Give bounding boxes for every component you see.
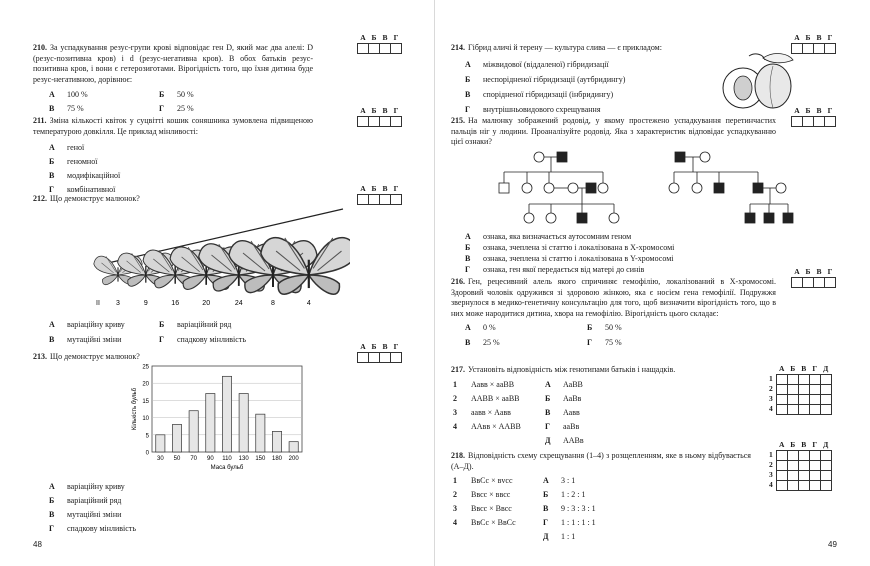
question-number: 217. xyxy=(451,365,465,374)
option-b[interactable]: Б варіаційний ряд xyxy=(49,496,122,505)
answer-grid-215: А Б В Г xyxy=(791,106,836,127)
question-214 xyxy=(451,43,721,117)
y-tick-label: 10 xyxy=(142,416,149,423)
question-number: 212. xyxy=(33,194,47,203)
answer-box[interactable] xyxy=(787,394,798,404)
answer-box[interactable] xyxy=(776,374,787,384)
bar xyxy=(256,414,265,452)
option-c[interactable]: В 25 % xyxy=(465,337,500,347)
answer-box[interactable] xyxy=(369,43,380,53)
answer-box[interactable] xyxy=(820,470,831,480)
matching-table: 1 ВвСс × вvсс А 3 : 1 2 Ввсс × ввсс Б 1 : 2 : 1 3 Ввсс × Ввсс В 9 : 3 : 3 : 1 4 ВвСс × ВвСс Г 1 : 1 : 1 : 1 Д 1 : 1 xyxy=(453,476,596,542)
question-text: Зміна кількості квіток у суцвітті кошик соняшника зумовлена підвищеною температурою довкілля. Це приклад мінливості: xyxy=(33,116,313,136)
answer-box[interactable] xyxy=(776,460,787,470)
answer-box[interactable] xyxy=(369,194,380,204)
butterfly-series-figure xyxy=(88,205,350,313)
male-unaffected xyxy=(499,183,509,193)
bar xyxy=(272,431,281,452)
x-tick-label: 200 xyxy=(288,456,299,462)
plum-illustration xyxy=(719,50,799,112)
answer-grid-216: А Б В Г xyxy=(791,267,836,288)
option-a[interactable]: А міжвидової (віддаленої) гібридизації xyxy=(465,59,609,69)
bar xyxy=(222,376,231,452)
answer-box[interactable] xyxy=(380,194,391,204)
answer-box[interactable] xyxy=(809,384,820,394)
male-affected xyxy=(586,183,596,193)
question-number: 215. xyxy=(451,116,465,125)
answer-box[interactable] xyxy=(380,43,391,53)
butterfly-count-label: 8 xyxy=(271,300,275,307)
option-a[interactable]: А геної xyxy=(49,143,85,153)
option-d[interactable]: Г 75 % xyxy=(587,337,622,347)
y-tick-label: 20 xyxy=(142,381,149,388)
male-affected xyxy=(783,213,793,223)
page-number: 49 xyxy=(828,540,837,549)
answer-box[interactable] xyxy=(391,194,402,204)
option-b[interactable]: Б варіаційний ряд xyxy=(159,320,232,329)
butterflies xyxy=(94,238,350,295)
x-tick-label: 110 xyxy=(222,456,232,462)
answer-box[interactable] xyxy=(798,480,809,490)
answer-box[interactable] xyxy=(798,470,809,480)
female-unaffected xyxy=(776,183,786,193)
answer-box[interactable] xyxy=(820,374,831,384)
male-affected xyxy=(764,213,774,223)
question-number: 214. xyxy=(451,43,465,52)
answer-box[interactable] xyxy=(358,116,369,126)
answer-box[interactable] xyxy=(787,374,798,384)
answer-box[interactable] xyxy=(358,194,369,204)
plum-whole xyxy=(755,64,791,108)
female-unaffected xyxy=(544,183,554,193)
bar xyxy=(172,424,181,452)
page-number: 48 xyxy=(33,540,42,549)
bar-chart xyxy=(128,362,310,474)
answer-box[interactable] xyxy=(803,277,814,287)
answer-box[interactable] xyxy=(798,394,809,404)
bar xyxy=(189,411,198,452)
y-tick-label: 25 xyxy=(142,364,149,371)
answer-box[interactable] xyxy=(391,43,402,53)
x-tick-label: 50 xyxy=(173,456,181,462)
question-text: Ген, рецесивний алель якого спричиняє гемофілію, локалізований в Х-хромосомі. Здоровий чоловік одружився зі здоровою жінкою, яка є носієм гена гемофілії. Подружжя звернулося в медико-генетичну консультацію для того, щоб визначити вірогідність того, що в них може народитися дитина, хвора на гемофілію. Вірогідність цього складає: xyxy=(451,277,776,318)
x-tick-label: 90 xyxy=(206,456,214,462)
bar xyxy=(239,394,248,452)
plum-stem xyxy=(749,54,765,60)
x-tick-label: 150 xyxy=(255,456,266,462)
answer-box[interactable] xyxy=(809,470,820,480)
answer-box[interactable] xyxy=(814,277,825,287)
figure-label-ii: II xyxy=(96,300,100,307)
option-a[interactable]: А варіаційну криву xyxy=(49,482,125,491)
female-unaffected xyxy=(609,213,619,223)
answer-box[interactable] xyxy=(809,460,820,470)
answer-box[interactable] xyxy=(820,404,831,414)
right-page xyxy=(435,0,870,566)
plum-leaf xyxy=(763,54,793,63)
butterfly-count-label: 4 xyxy=(306,300,311,307)
answer-box[interactable] xyxy=(380,352,391,362)
answer-box[interactable] xyxy=(787,384,798,394)
question-211 xyxy=(33,116,313,197)
butterfly-counts xyxy=(116,300,311,307)
option-c[interactable]: В модифікаційної xyxy=(49,171,121,181)
option-b[interactable]: Б неспорідненої гібридизації (аутбридингу) xyxy=(465,74,626,84)
x-tick-label: 30 xyxy=(156,456,164,462)
answer-box[interactable] xyxy=(776,470,787,480)
question-216 xyxy=(451,277,776,351)
question-213-options xyxy=(49,480,249,536)
answer-box[interactable] xyxy=(787,470,798,480)
question-text: Що демонструє малюнок? xyxy=(50,194,140,203)
answer-grid-218: А Б В Г Д 1 2 3 4 xyxy=(769,440,832,491)
options xyxy=(451,323,776,351)
answer-grid-214: А Б В Г xyxy=(791,33,836,54)
option-a[interactable]: А 0 % xyxy=(465,322,496,332)
options xyxy=(33,141,313,197)
answer-box[interactable] xyxy=(369,116,380,126)
male-affected xyxy=(714,183,724,193)
female-unaffected xyxy=(522,183,532,193)
answer-box[interactable] xyxy=(787,450,798,460)
answer-grid-212: А Б В Г xyxy=(357,184,402,205)
y-tick-label: 5 xyxy=(145,433,149,440)
option-c[interactable]: В спорідненої гібридизації (інбридингу) xyxy=(465,89,614,99)
matching-table: 1 Аавв × ааВВ А АаВВ 2 ААВВ × ааВВ Б АаВв 3 аавв × Аавв В Аавв 4 ААвв × ААВВ Г ааВв Д ААВв xyxy=(453,379,584,445)
plum-stone xyxy=(734,76,752,100)
answer-box[interactable] xyxy=(792,116,803,126)
male-affected xyxy=(577,213,587,223)
option-d[interactable]: Г спадкову мінливість xyxy=(49,524,136,533)
options xyxy=(33,90,313,116)
answer-grid-210: А Б В Г xyxy=(357,33,402,54)
question-218 xyxy=(451,451,751,546)
female-unaffected xyxy=(598,183,608,193)
option-b[interactable]: Б геномної xyxy=(49,157,98,167)
question-number: 216. xyxy=(451,277,465,286)
x-tick-label: 130 xyxy=(238,456,249,462)
answer-box[interactable] xyxy=(358,43,369,53)
answer-box[interactable] xyxy=(391,116,402,126)
question-text: Відповідність схему схрещування (1–4) з розщепленням, яке в ньому відбувається (А–Д). xyxy=(451,451,751,471)
answer-box[interactable] xyxy=(787,480,798,490)
question-text: За успадкування резус-групи крові відповідає ген D, який має два алелі: D (резус-позитивна кров) і d (резус-негативна кров). В обох батьків резус-позитивна кров, і вони є гетерозиготами. Вірогідність того, що їхня дитина буде резус-негативною, дорівнює: xyxy=(33,43,313,84)
option-a[interactable]: А варіаційну криву xyxy=(49,320,125,329)
answer-box[interactable] xyxy=(792,277,803,287)
answer-box[interactable] xyxy=(776,394,787,404)
answer-box[interactable] xyxy=(825,43,836,53)
answer-box[interactable] xyxy=(814,116,825,126)
answer-box[interactable] xyxy=(814,43,825,53)
female-unaffected xyxy=(669,183,679,193)
question-number: 211. xyxy=(33,116,47,125)
question-number: 213. xyxy=(33,352,47,361)
option-b[interactable]: Б ознака, зчеплена зі статтю і локалізована в Х-хромосомі xyxy=(465,243,675,252)
answer-box[interactable] xyxy=(803,116,814,126)
pedigree-diagram xyxy=(487,148,807,228)
x-axis-label: Маса бульб xyxy=(210,465,244,471)
options xyxy=(451,57,721,117)
answer-box[interactable] xyxy=(776,384,787,394)
answer-box[interactable] xyxy=(820,394,831,404)
bar xyxy=(289,442,298,452)
option-d[interactable]: Г 25 % xyxy=(159,103,194,113)
female-unaffected xyxy=(692,183,702,193)
answer-box[interactable] xyxy=(798,384,809,394)
option-d[interactable]: Г комбінативної xyxy=(49,185,116,195)
answer-box[interactable] xyxy=(358,352,369,362)
answer-box[interactable] xyxy=(809,404,820,414)
question-number: 218. xyxy=(451,451,465,460)
butterfly-count-label: 3 xyxy=(116,300,120,307)
answer-box[interactable] xyxy=(809,374,820,384)
y-tick-label: 0 xyxy=(145,450,149,457)
answer-box[interactable] xyxy=(809,450,820,460)
male-affected xyxy=(753,183,763,193)
answer-box[interactable] xyxy=(820,450,831,460)
butterfly-count-label: 9 xyxy=(143,300,148,307)
x-tick-label: 70 xyxy=(190,456,198,462)
question-text: Що демонструє малюнок? xyxy=(50,352,140,361)
option-b[interactable]: Б 50 % xyxy=(587,322,622,332)
option-a[interactable]: А 100 % xyxy=(49,89,88,99)
option-c[interactable]: В 75 % xyxy=(49,103,84,113)
option-b[interactable]: Б 50 % xyxy=(159,89,194,99)
butterfly-count-label: 20 xyxy=(202,300,211,307)
question-215 xyxy=(451,116,776,148)
answer-box[interactable] xyxy=(820,384,831,394)
question-text: Гібрид аличі й терену — культура слива — є прикладом: xyxy=(468,43,662,52)
option-d[interactable]: Г внутрішньовидового схрещування xyxy=(465,104,601,114)
female-unaffected xyxy=(534,152,544,162)
option-d[interactable]: Г спадкову мінливість xyxy=(159,335,246,344)
option-c[interactable]: В мутаційні зміни xyxy=(49,510,122,519)
female-unaffected xyxy=(546,213,556,223)
answer-box[interactable] xyxy=(391,352,402,362)
x-tick-label: 180 xyxy=(271,456,283,462)
question-number: 210. xyxy=(33,43,47,52)
butterfly-count-label: 24 xyxy=(234,300,243,307)
question-215-options xyxy=(465,231,785,275)
answer-box[interactable] xyxy=(798,450,809,460)
male-affected xyxy=(675,152,685,162)
answer-box[interactable] xyxy=(798,460,809,470)
answer-box[interactable] xyxy=(776,480,787,490)
answer-box[interactable] xyxy=(787,460,798,470)
bar xyxy=(156,435,165,452)
answer-box[interactable] xyxy=(798,374,809,384)
question-212-options xyxy=(49,320,319,348)
answer-box[interactable] xyxy=(820,460,831,470)
bar xyxy=(206,394,215,452)
option-c[interactable]: В ознака, зчеплена зі статтю і локалізована в Y-хромосомі xyxy=(465,254,674,263)
male-affected xyxy=(557,152,567,162)
answer-box[interactable] xyxy=(820,480,831,490)
option-a[interactable]: А ознака, яка визначається аутосомним геном xyxy=(465,232,632,241)
question-text: На малюнку зображений родовід, у якому простежено успадкування перетинчастих пальців ніг у людини. Проаналізуйте родовід. Яка з характеристик відповідає успадкуванню цієї ознаки? xyxy=(451,116,776,147)
answer-box[interactable] xyxy=(380,116,391,126)
answer-box[interactable] xyxy=(776,450,787,460)
answer-grid-217: А Б В Г Д 1 2 3 4 xyxy=(769,364,832,415)
answer-box[interactable] xyxy=(776,404,787,414)
answer-box[interactable] xyxy=(809,480,820,490)
female-unaffected xyxy=(524,213,534,223)
answer-box[interactable] xyxy=(369,352,380,362)
answer-box[interactable] xyxy=(825,116,836,126)
male-affected xyxy=(745,213,755,223)
option-d[interactable]: Г ознака, ген якої передається від матері до синів xyxy=(465,265,645,274)
answer-box[interactable] xyxy=(809,394,820,404)
answer-box[interactable] xyxy=(825,277,836,287)
question-217 xyxy=(451,365,751,450)
female-unaffected xyxy=(700,152,710,162)
answer-grid-211: А Б В Г xyxy=(357,106,402,127)
answer-box[interactable] xyxy=(787,404,798,414)
y-axis-label: Кількість бульб xyxy=(132,387,138,431)
question-210 xyxy=(33,43,313,116)
question-212 xyxy=(33,194,313,205)
answer-grid-213: А Б В Г xyxy=(357,342,402,363)
option-c[interactable]: В мутаційні зміни xyxy=(49,335,122,344)
y-tick-label: 15 xyxy=(142,398,149,405)
answer-box[interactable] xyxy=(798,404,809,414)
question-text: Установіть відповідність між генотипами батьків і нащадків. xyxy=(468,365,676,374)
answer-box[interactable] xyxy=(803,43,814,53)
female-unaffected xyxy=(568,183,578,193)
butterfly-count-label: 16 xyxy=(171,300,180,307)
